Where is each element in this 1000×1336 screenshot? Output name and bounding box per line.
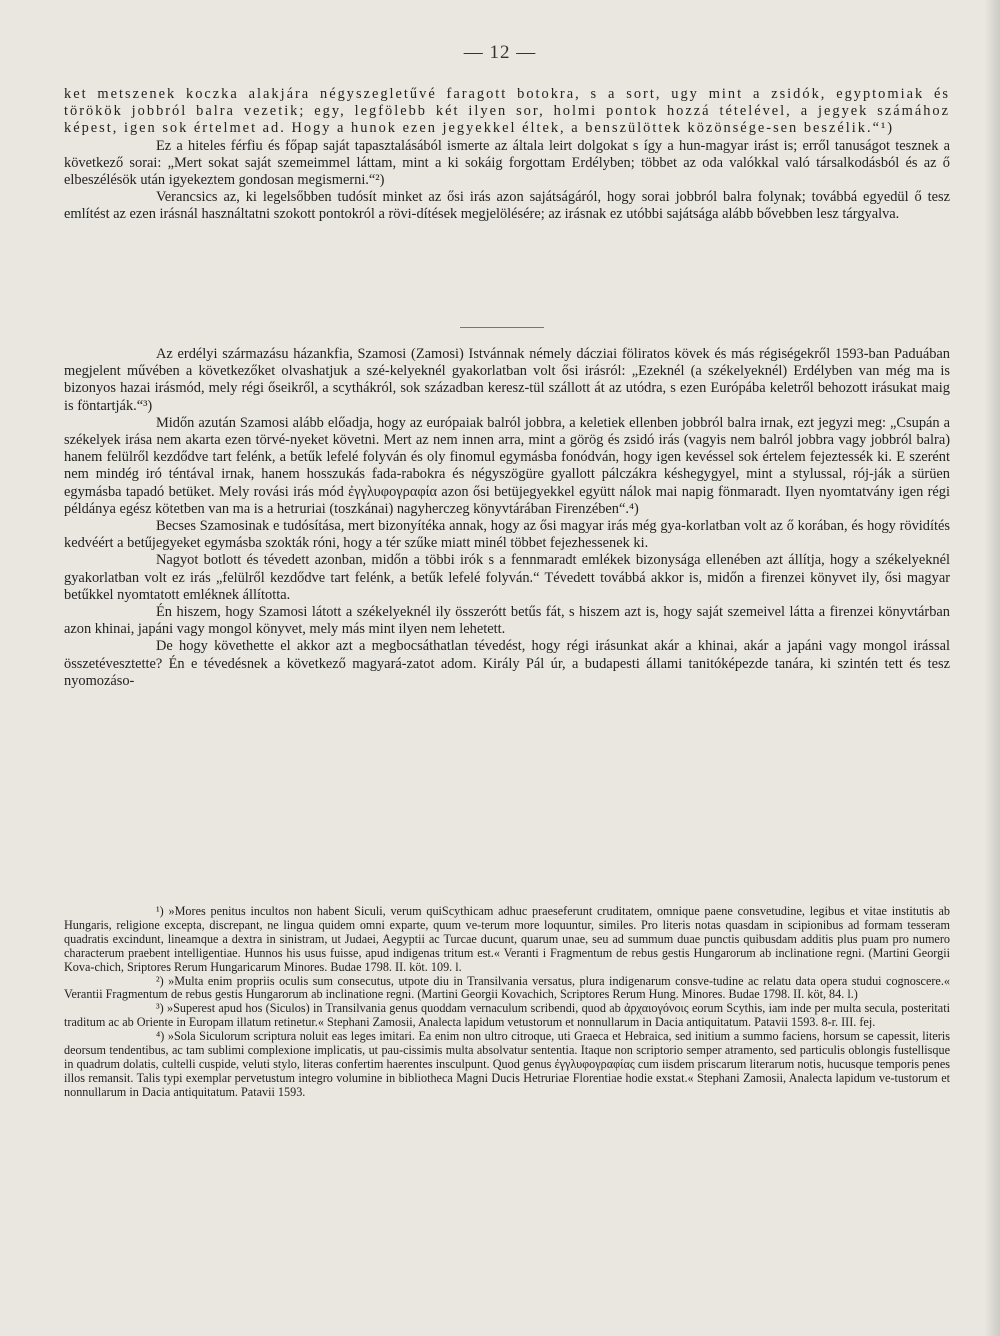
page-number: — 12 —: [463, 42, 537, 63]
paragraph-de-hogy: De hogy követhette el akkor azt a megbocsáthatlan tévedést, hogy régi irásunkat akár a khinai, akár a japáni vagy mongol irással összetévesztette? Én e tévedésnek a következő magyará-zatot adom. Király Pál úr, a budapesti állami tanitóképezde tanára, ki szintén tett és tesz nyomozáso-: [64, 638, 950, 689]
paragraph-verancsics-sajatsag: Verancsics az, ki legelsőbben tudósít minket az ősi irás azon sajátságáról, hogy sorai jobbról balra folynak; továbbá egyedül ő tesz említést az ezen irásnál használtatni szokott pontokról a rövi-dítések megjelölésére; az irásnak ez utóbbi sajátsága alább bővebben lesz tárgyalva.: [64, 189, 950, 223]
paragraph-hiteles-ferfiu: Ez a hiteles férfiu és főpap saját tapasztalásából ismerte az általa leirt dolgokat s így a hun-magyar irást is; erről tanuságot tesznek a következő sorai: „Mert sokat saját szemeimmel láttam, mint a ki sokáig forgottam Erdélyben; többet az oda valókkal való társalkodásból és az ő elbeszélésök után igyekeztem gondosan megismerni.“²): [64, 137, 950, 189]
footnote-4: ⁴) »Sola Siculorum scriptura noluit eas leges imitari. Ea enim non ultro citroque, uti Graeca et Hebraica, sed initium a summo faciens, horsum se capessit, literis deorsum tendentibus, ac tam sublimi complexione implicatis, ut pau-cissimis multa absolvatur sententia. Itaque non scriptorio semper atramento, sed particulis oblongis fustellisque in quadrum dolatis, cultelli cuspide, veluti stylo, literas confertim haerentes insculpunt. Quod genus ἐγγλυφογραφίας cum iisdem priscarum literarum notis, hucusque temporis penes illos remansit. Talis typi exemplar pervetustum integro volumine in bibliotheca Magni Ducis Hetruriae Florentiae hodie exstat.« Stephani Zamosii, Analecta lapidum ve-tustorum et nonnullarum in Dacia antiquitatum. Patavii 1593.: [64, 1029, 950, 1099]
paragraph-becses-tudositas: Becses Szamosinak e tudósítása, mert bizonyítéka annak, hogy az ősi magyar irás még gya-korlatban volt az ő korában, és hogy rövidítés kedvéért a betűjegyeket egymásba szokták róni, hogy a tér szűke miatt minél többet fejezhessenek ki.: [64, 518, 950, 552]
section-divider: [460, 327, 544, 328]
paragraph-en-hiszem: Én hiszem, hogy Szamosi látott a székelyeknél ily összerótt betűs fát, s hiszem azt is, hogy saját szemeivel látta a firenzei könyvtárban azon khinai, japáni vagy mongol könyvet, mely más mint ilyen nem lehetett.: [64, 604, 950, 638]
main-text-middle: [64, 346, 950, 690]
paragraph-verancsics-quote: ket metszenek koczka alakjára négyszegletűvé faragott botokra, s a sort, ugy mint a zsidók, egyptomiak és törökök jobbról balra vezetik; egy, legfölebb két ilyen sor, holmi pontok hozzá tételével, a jegyek számához képest, igen sok értelmet ad. Hogy a hunok ezen jegyekkel éltek, a benszülöttek közönsége-sen beszélik.“¹): [64, 86, 950, 137]
main-text-top: [64, 86, 950, 224]
footnote-2: ²) »Multa enim propriis oculis sum consecutus, utpote diu in Transilvania versatus, plura indigenarum consve-tudine ac relatu data opera studui cognoscere.« Verantii Fragmentum de rebus gestis Hungarorum ab inclinatione regni. (Martini Georgii Kovachich, Scriptores Rerum Hung. Minores. Budae 1798. II. köt, 84. l.): [64, 973, 950, 1002]
footnote-3: ³) »Superest apud hos (Siculos) in Transilvania genus quoddam vernaculum scribendi, quod ab ἀρχαιογόνοις eorum Scythis, iam inde per multa secula, posteritati traditum ac ab Oriente in Europam illatum retinetur.« Stephani Zamosii, Analecta lapidum vetustorum et nonnullarum in Dacia antiquitatum. Patavii 1593. 8-r. III. fej.: [64, 1001, 950, 1030]
paragraph-nagyot-botlott: Nagyot botlott és tévedett azonban, midőn a többi irók s a fennmaradt emlékek bizonysága ellenében azt állítja, hogy a székelyeknél gyakorlatban volt ez irás „felülről kezdődve tart felénk, a betűk lefelé folyván.“ Tévedett továbbá akkor is, midőn a firenzei könyvet ily, ősi magyar betűkkel nyomtatott emléknek állította.: [64, 552, 950, 603]
footnotes: [64, 905, 950, 1100]
paragraph-szamosi-intro: Az erdélyi származásu házankfia, Szamosi (Zamosi) Istvánnak némely dácziai föliratos kövek és más régiségekről 1593-ban Paduában megjelent művében a következőket olvashatjuk a szé-kelyeknél gyakorlatban volt ősi irásról: „Ezeknél (a székelyeknél) Erdélyben van még ma is bizonyos hazai irásmód, mely régi őseikről, a scythákról, sok században keresz-tül szállott át az utódra, s ezen Európába keletről behozott irásukat maig is föntartják.“³): [64, 346, 950, 414]
paragraph-szamosi-quote: Midőn azután Szamosi alább előadja, hogy az európaiak balról jobbra, a keletiek ellenben jobbról balra irnak, ezt jegyzi meg: „Csupán a székelyek irása nem akarta ezen törvé-nyeket követni. Mert az nem innen arra, mint a görög és zsidó irás (vagyis nem balról jobbra vagy jobbról balra) hanem felülről kezdődve tart felénk, a betűk lefelé folyván és oly finomul egymásba fonódván, hogy igen kevéssel sok értelem fejeztessék ki. E szerént nem mindég iró téntával irnak, hanem hosszukás fada-rabokra és négyszögüre gyallott pálczákra késhegygyel, mint a stylussal, rój-ják a sürüen egymásba tapadó betüket. Mely rovási irás mód ἐγγλυφογραφία azon ősi betüjegyekkel együtt nálok mai napig fönmaradt. Ilyen nyomtatvány igen régi példánya egész kötetben van ma is a hetruriai (toszkánai) nagyherczeg könyvtárában Firenzében“.⁴): [64, 414, 950, 517]
footnote-1: ¹) »Mores penitus incultos non habent Siculi, verum quiScythicam adhuc praeseferunt cruditatem, omnique paene consvetudine, legibus et vitae institutis ab Hungaris, religione excepta, discrepant, ne lingua quidem omni exparte, quum ve-terum more loquuntur, similes. Pro literis notas quasdam in scipionibus ad formam tesseram quadratis excindunt, lineamque a dextra in sinistram, ut Judaei, Aegyptii ac Turcae ducunt, quarum unae, seu ad summum duae punctis quibusdam additis plus puam pro numero characterum praebent intelligentiae. Hunnos his usus fuisse, apud indigenas tritum est.« Veranti i Fragmentum de rebus gestis Hungarorum ab inclinatione regni. (Martini Georgii Kova-chich, Sriptores Rerum Hungaricarum Minores. Budae 1798. II. köt. 109. l.: [64, 904, 950, 974]
